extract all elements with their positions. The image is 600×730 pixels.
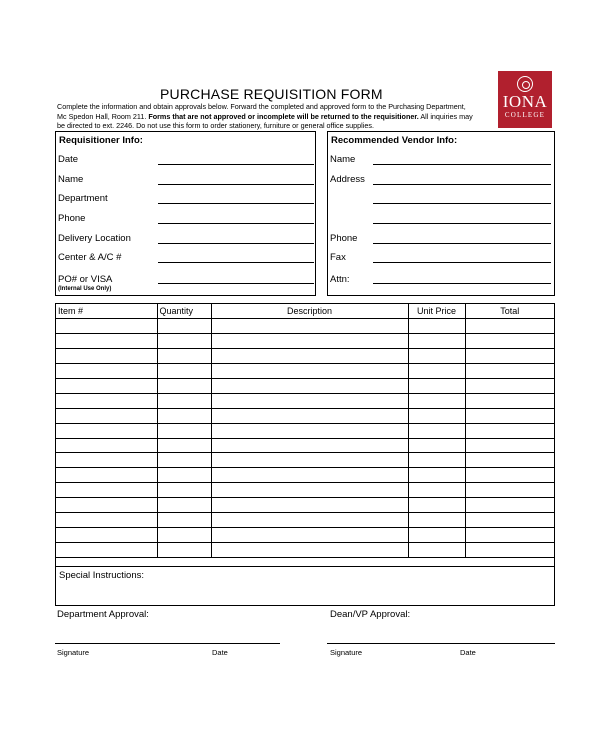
cell-unit-price[interactable] <box>408 468 465 483</box>
vendor-attn-field[interactable] <box>373 283 551 284</box>
items-header-row <box>56 304 554 319</box>
cell-unit-price[interactable] <box>408 453 465 468</box>
req-date-label: Date <box>58 154 79 165</box>
cell-item[interactable] <box>56 364 157 379</box>
cell-description[interactable] <box>211 364 408 379</box>
department-signature-label: Signature <box>57 648 90 657</box>
cell-unit-price[interactable] <box>408 498 465 513</box>
cell-quantity[interactable] <box>157 468 211 483</box>
column-header-total: Total <box>465 304 554 319</box>
cell-item[interactable] <box>56 468 157 483</box>
cell-quantity[interactable] <box>157 393 211 408</box>
vendor-info-box <box>327 131 555 296</box>
table-row <box>56 453 554 468</box>
cell-total[interactable] <box>465 483 554 498</box>
cell-quantity[interactable] <box>157 349 211 364</box>
form-instructions <box>57 102 497 131</box>
cell-total[interactable] <box>465 453 554 468</box>
cell-description[interactable] <box>211 378 408 393</box>
cell-item[interactable] <box>56 438 157 453</box>
table-row <box>56 349 554 364</box>
table-row <box>56 408 554 423</box>
college-seal-icon <box>517 76 533 92</box>
cell-quantity[interactable] <box>157 378 211 393</box>
logo-subtitle: COLLEGE <box>504 111 546 119</box>
table-row <box>56 512 554 527</box>
cell-description[interactable] <box>211 498 408 513</box>
cell-item[interactable] <box>56 349 157 364</box>
cell-unit-price[interactable] <box>408 364 465 379</box>
internal-use-note: (Internal Use Only) <box>58 286 112 292</box>
vendor-phone-field[interactable] <box>373 243 551 244</box>
column-header-description: Description <box>211 304 408 319</box>
vendor-name-label: Name <box>330 154 356 165</box>
table-row <box>56 527 554 542</box>
cell-description[interactable] <box>211 393 408 408</box>
cell-quantity[interactable] <box>157 364 211 379</box>
requisitioner-info-title: Requisitioner Info: <box>59 135 143 146</box>
instructions-line-2: Mc Spedon Hall, Room 211. Forms that are not approved or incomplete will be returned to the requisitioner. All inquiries may <box>57 111 473 121</box>
cell-description[interactable] <box>211 438 408 453</box>
cell-description[interactable] <box>211 349 408 364</box>
cell-total[interactable] <box>465 334 554 349</box>
table-row <box>56 393 554 408</box>
cell-item[interactable] <box>56 512 157 527</box>
req-name-label: Name <box>58 174 84 185</box>
req-name-field[interactable] <box>158 184 314 185</box>
dean-approval-label: Dean/VP Approval: <box>330 609 411 620</box>
vendor-attn-label: Attn: <box>330 274 350 285</box>
cell-unit-price[interactable] <box>408 438 465 453</box>
table-row <box>56 438 554 453</box>
cell-unit-price[interactable] <box>408 512 465 527</box>
cell-unit-price[interactable] <box>408 393 465 408</box>
req-po-field[interactable] <box>158 283 314 284</box>
cell-unit-price[interactable] <box>408 378 465 393</box>
cell-total[interactable] <box>465 498 554 513</box>
cell-description[interactable] <box>211 423 408 438</box>
cell-quantity[interactable] <box>157 483 211 498</box>
cell-total[interactable] <box>465 393 554 408</box>
vendor-address-field-2[interactable] <box>373 203 551 204</box>
cell-total[interactable] <box>465 378 554 393</box>
cell-total[interactable] <box>465 438 554 453</box>
req-department-field[interactable] <box>158 203 314 204</box>
cell-unit-price[interactable] <box>408 423 465 438</box>
table-row <box>56 334 554 349</box>
cell-description[interactable] <box>211 483 408 498</box>
cell-description[interactable] <box>211 319 408 334</box>
vendor-info-title: Recommended Vendor Info: <box>331 135 458 146</box>
cell-description[interactable] <box>211 453 408 468</box>
instructions-line-1: Complete the information and obtain approvals below. Forward the completed and approved form to the Purchasing Department, <box>57 102 466 111</box>
column-header-quantity: Quantity <box>157 304 211 319</box>
column-header-item: Item # <box>56 304 157 319</box>
cell-unit-price[interactable] <box>408 319 465 334</box>
req-po-label: PO# or VISA <box>58 274 113 285</box>
cell-item[interactable] <box>56 453 157 468</box>
table-row <box>56 498 554 513</box>
instructions-line-3: be directed to ext. 2246. Do not use this form to order stationery, furniture or general office supplies. <box>57 121 374 130</box>
requisitioner-info-box <box>55 131 316 296</box>
cell-quantity[interactable] <box>157 334 211 349</box>
cell-total[interactable] <box>465 423 554 438</box>
req-center-label: Center & A/C # <box>58 252 122 263</box>
cell-item[interactable] <box>56 423 157 438</box>
cell-quantity[interactable] <box>157 438 211 453</box>
req-delivery-field[interactable] <box>158 243 314 244</box>
req-department-label: Department <box>58 193 108 204</box>
table-row <box>56 378 554 393</box>
logo-name: IONA <box>502 92 548 111</box>
table-row <box>56 468 554 483</box>
iona-college-logo <box>498 71 552 128</box>
items-table <box>56 304 554 558</box>
items-table-box <box>55 303 555 606</box>
vendor-fax-label: Fax <box>330 252 346 263</box>
cell-item[interactable] <box>56 319 157 334</box>
instructions-warning: Forms that are not approved or incomplete will be returned to the requisitioner. <box>148 111 419 121</box>
cell-quantity[interactable] <box>157 512 211 527</box>
vendor-address-field-3[interactable] <box>373 223 551 224</box>
cell-unit-price[interactable] <box>408 349 465 364</box>
vendor-address-field-1[interactable] <box>373 184 551 185</box>
cell-description[interactable] <box>211 408 408 423</box>
cell-total[interactable] <box>465 527 554 542</box>
cell-quantity[interactable] <box>157 408 211 423</box>
cell-unit-price[interactable] <box>408 334 465 349</box>
vendor-phone-label: Phone <box>330 233 358 244</box>
dean-signature-label: Signature <box>330 648 363 657</box>
cell-total[interactable] <box>465 468 554 483</box>
cell-quantity[interactable] <box>157 423 211 438</box>
cell-item[interactable] <box>56 483 157 498</box>
cell-total[interactable] <box>465 542 554 557</box>
cell-total[interactable] <box>465 512 554 527</box>
table-row <box>56 542 554 557</box>
cell-description[interactable] <box>211 527 408 542</box>
department-approval-label: Department Approval: <box>57 609 149 620</box>
table-row <box>56 364 554 379</box>
column-header-unit-price: Unit Price <box>408 304 465 319</box>
cell-unit-price[interactable] <box>408 408 465 423</box>
cell-unit-price[interactable] <box>408 483 465 498</box>
req-center-field[interactable] <box>158 262 314 263</box>
dean-signature-line[interactable] <box>327 643 555 644</box>
cell-description[interactable] <box>211 468 408 483</box>
vendor-name-field[interactable] <box>373 164 551 165</box>
cell-item[interactable] <box>56 334 157 349</box>
req-phone-label: Phone <box>58 213 86 224</box>
table-row <box>56 423 554 438</box>
cell-quantity[interactable] <box>157 453 211 468</box>
dean-date-label: Date <box>460 648 476 657</box>
cell-unit-price[interactable] <box>408 527 465 542</box>
cell-description[interactable] <box>211 512 408 527</box>
cell-unit-price[interactable] <box>408 542 465 557</box>
req-phone-field[interactable] <box>158 223 314 224</box>
special-instructions-label: Special Instructions: <box>59 570 145 581</box>
req-delivery-label: Delivery Location <box>58 233 131 244</box>
cell-item[interactable] <box>56 408 157 423</box>
cell-quantity[interactable] <box>157 319 211 334</box>
cell-item[interactable] <box>56 393 157 408</box>
cell-total[interactable] <box>465 319 554 334</box>
cell-item[interactable] <box>56 527 157 542</box>
cell-quantity[interactable] <box>157 498 211 513</box>
vendor-address-label: Address <box>330 174 365 185</box>
vendor-fax-field[interactable] <box>373 262 551 263</box>
special-instructions-box[interactable] <box>56 566 554 606</box>
table-row <box>56 483 554 498</box>
cell-total[interactable] <box>465 349 554 364</box>
table-row <box>56 319 554 334</box>
cell-quantity[interactable] <box>157 542 211 557</box>
cell-item[interactable] <box>56 498 157 513</box>
department-signature-line[interactable] <box>55 643 280 644</box>
cell-total[interactable] <box>465 364 554 379</box>
cell-description[interactable] <box>211 334 408 349</box>
cell-item[interactable] <box>56 542 157 557</box>
req-date-field[interactable] <box>158 164 314 165</box>
department-date-label: Date <box>212 648 228 657</box>
cell-quantity[interactable] <box>157 527 211 542</box>
cell-item[interactable] <box>56 378 157 393</box>
form-title: PURCHASE REQUISITION FORM <box>160 86 383 102</box>
cell-total[interactable] <box>465 408 554 423</box>
cell-description[interactable] <box>211 542 408 557</box>
